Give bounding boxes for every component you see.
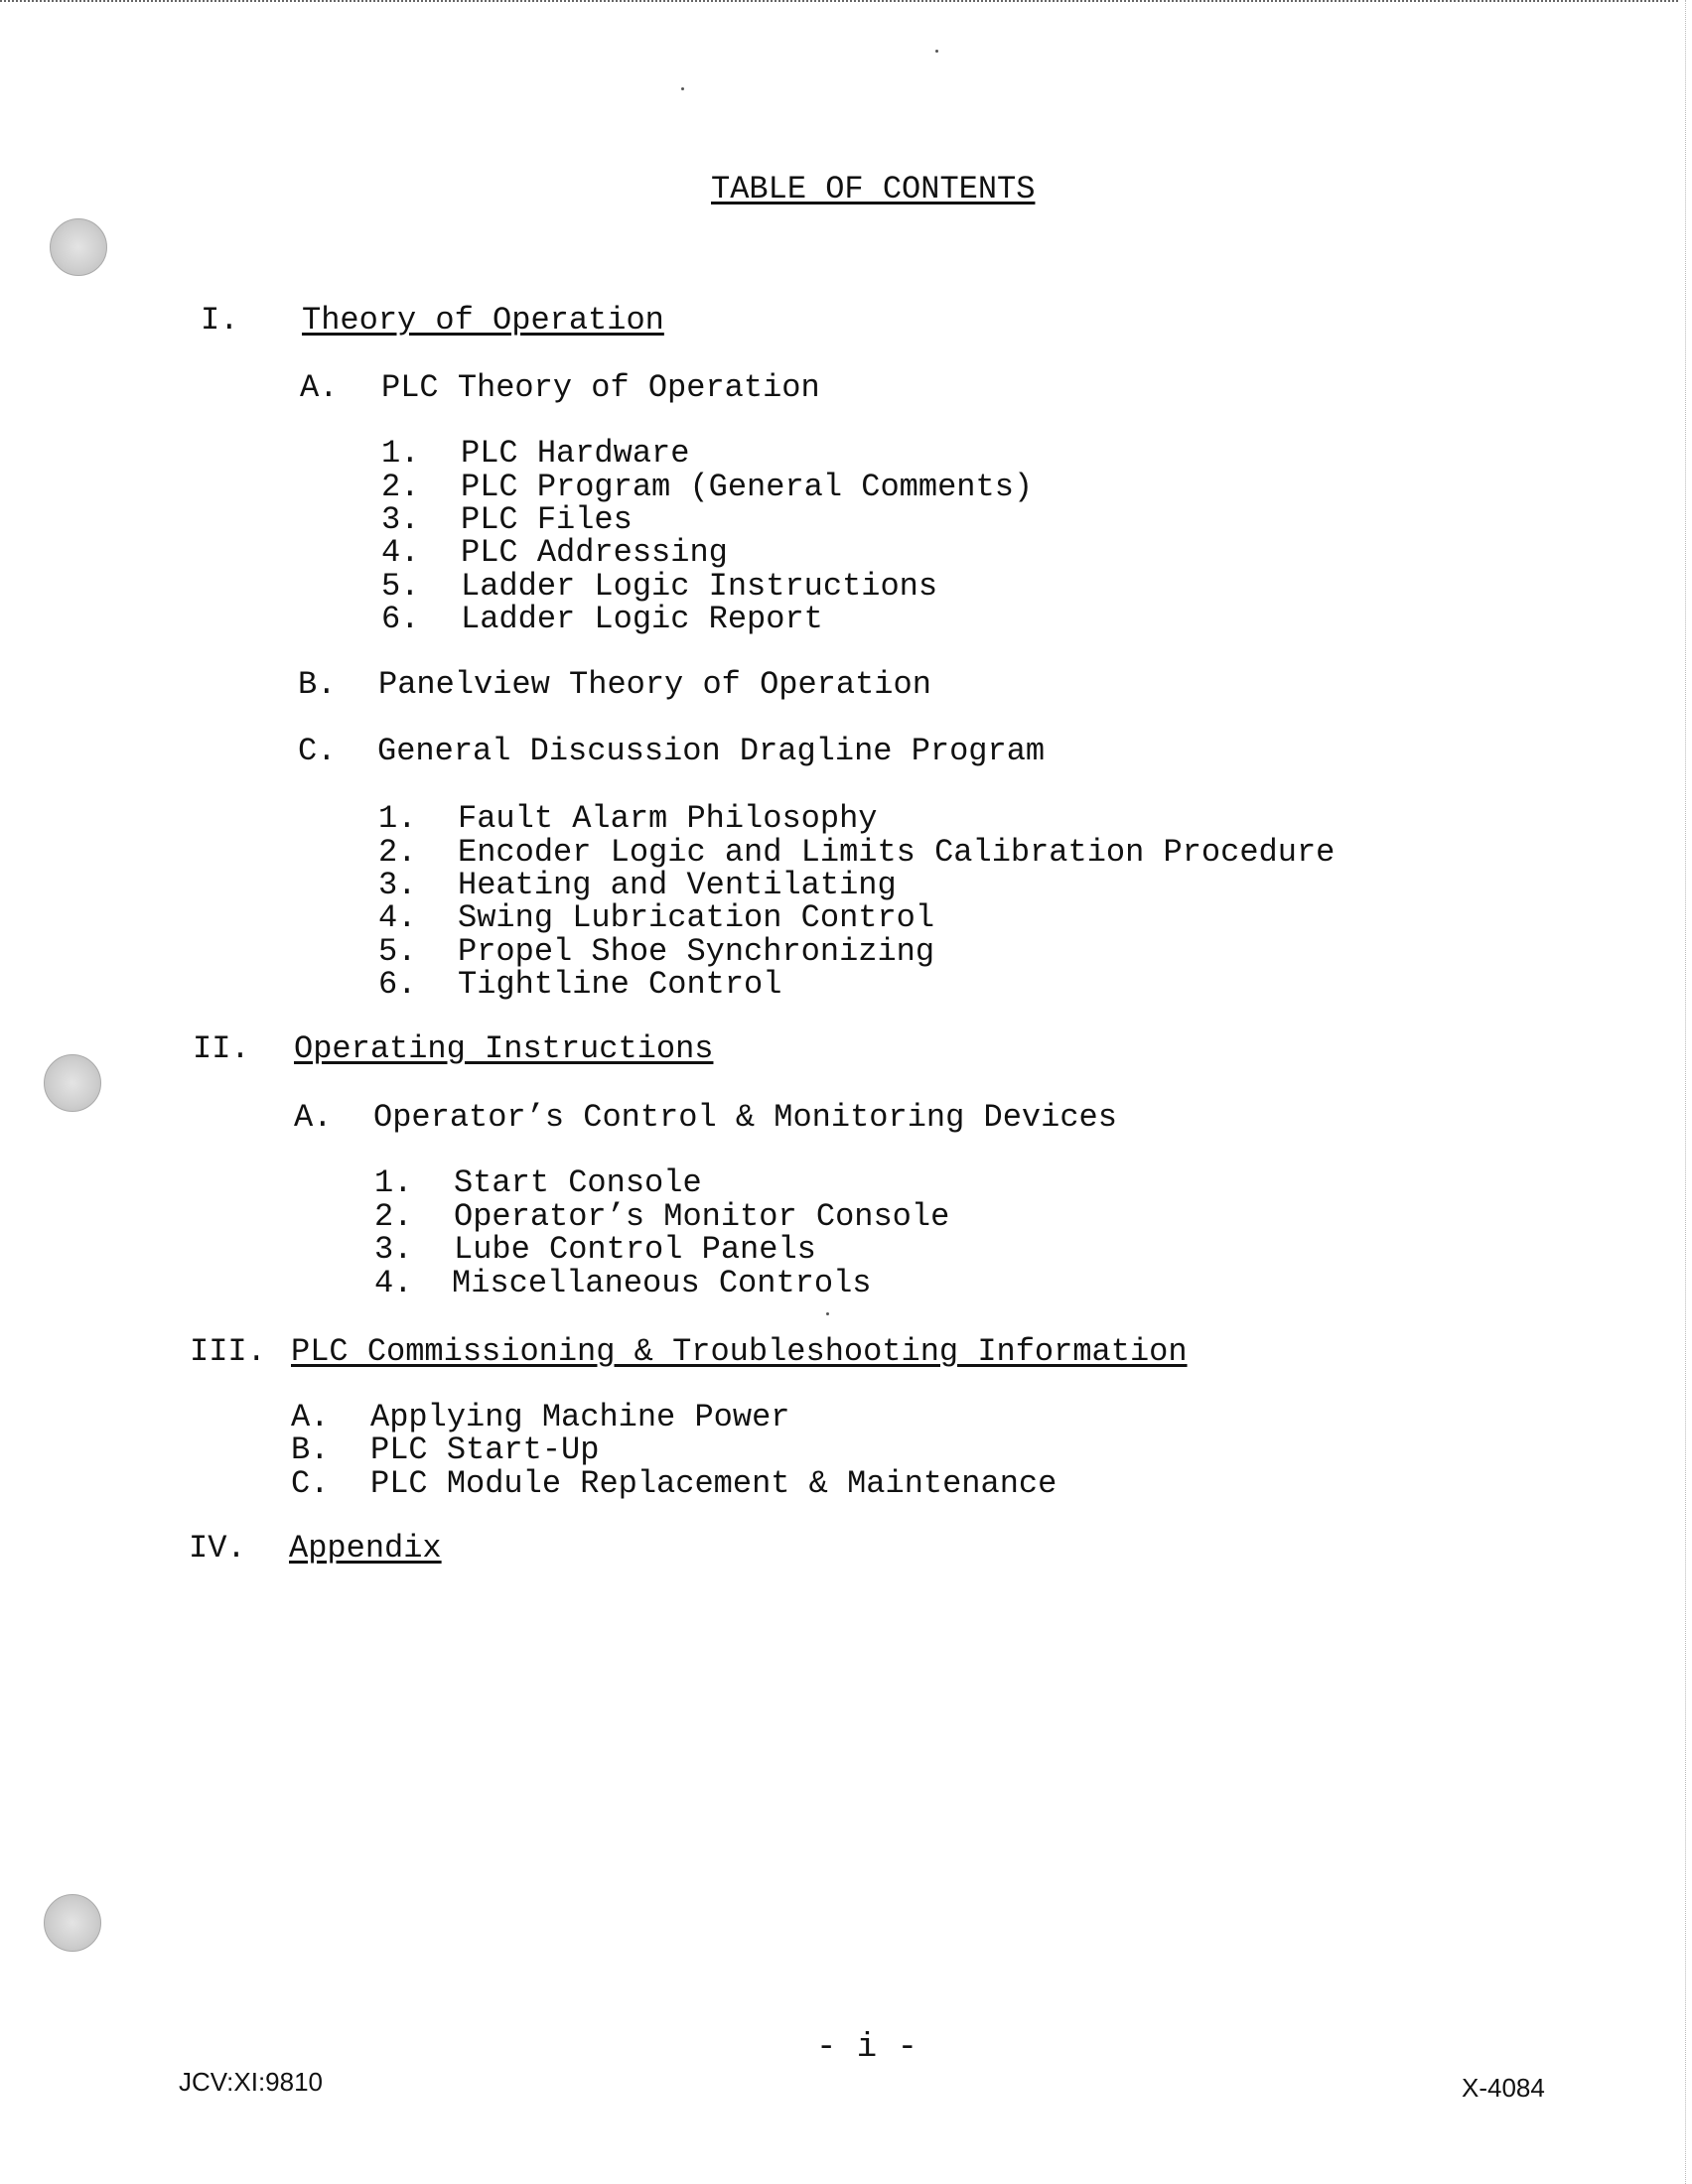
item-number: 3. [381, 501, 420, 538]
item-text: Ladder Logic Instructions [461, 568, 938, 605]
punch-hole [44, 1054, 101, 1112]
subsection-label: PLC Module Replacement & Maintenance [370, 1465, 1058, 1502]
item-number: 1. [374, 1164, 413, 1201]
subsection-label: PLC Start-Up [370, 1432, 600, 1468]
page-top-edge [0, 0, 1678, 5]
item-text: Lube Control Panels [454, 1231, 816, 1268]
item-text: Miscellaneous Controls [452, 1265, 872, 1301]
item-number: 6. [378, 966, 417, 1003]
subsection-label: Applying Machine Power [370, 1399, 790, 1435]
section-heading: Operating Instructions [294, 1030, 714, 1067]
item-number: 3. [374, 1231, 413, 1268]
item-number: 4. [374, 1265, 413, 1301]
item-text: PLC Addressing [461, 534, 728, 571]
subsection-label: General Discussion Dragline Program [377, 733, 1046, 769]
page-title: TABLE OF CONTENTS [711, 171, 1036, 207]
scan-speck [681, 87, 684, 90]
item-text: Swing Lubrication Control [458, 899, 935, 936]
subsection-letter: A. [294, 1099, 333, 1136]
subsection-label: PLC Theory of Operation [381, 369, 820, 406]
item-text: Propel Shoe Synchronizing [458, 933, 935, 970]
item-text: PLC Program (General Comments) [461, 469, 1034, 505]
item-number: 5. [381, 568, 420, 605]
section-heading: PLC Commissioning & Troubleshooting Information [291, 1333, 1188, 1370]
item-number: 1. [381, 435, 420, 472]
punch-hole [44, 1894, 101, 1952]
scan-speck [826, 1312, 829, 1315]
item-text: Encoder Logic and Limits Calibration Procedure [458, 834, 1336, 871]
subsection-letter: B. [298, 666, 337, 703]
item-number: 2. [378, 834, 417, 871]
page-right-edge [1685, 0, 1686, 2184]
section-heading: Theory of Operation [302, 302, 664, 339]
item-number: 2. [381, 469, 420, 505]
subsection-letter: C. [291, 1465, 330, 1502]
item-text: Operator’s Monitor Console [454, 1198, 950, 1235]
item-text: Tightline Control [458, 966, 782, 1003]
item-number: 2. [374, 1198, 413, 1235]
section-heading: Appendix [289, 1530, 442, 1567]
item-text: Fault Alarm Philosophy [458, 800, 878, 837]
item-text: Start Console [454, 1164, 702, 1201]
punch-hole [50, 218, 107, 276]
section-numeral: IV. [189, 1530, 246, 1567]
item-text: Heating and Ventilating [458, 867, 897, 903]
section-numeral: I. [201, 302, 239, 339]
item-number: 4. [381, 534, 420, 571]
subsection-letter: B. [291, 1432, 330, 1468]
item-text: PLC Files [461, 501, 633, 538]
subsection-label: Operator’s Control & Monitoring Devices [373, 1099, 1117, 1136]
subsection-letter: A. [300, 369, 339, 406]
subsection-letter: A. [291, 1399, 330, 1435]
item-text: Ladder Logic Report [461, 601, 823, 637]
item-number: 3. [378, 867, 417, 903]
footer-document-code: JCV:XI:9810 [179, 2067, 324, 2097]
footer-drawing-number: X-4084 [1462, 2073, 1545, 2103]
item-number: 4. [378, 899, 417, 936]
scan-speck [935, 50, 938, 53]
item-text: PLC Hardware [461, 435, 690, 472]
item-number: 6. [381, 601, 420, 637]
section-numeral: II. [193, 1030, 250, 1067]
item-number: 5. [378, 933, 417, 970]
section-numeral: III. [190, 1333, 266, 1370]
subsection-label: Panelview Theory of Operation [378, 666, 931, 703]
subsection-letter: C. [298, 733, 337, 769]
page-number: - i - [816, 2029, 918, 2067]
item-number: 1. [378, 800, 417, 837]
